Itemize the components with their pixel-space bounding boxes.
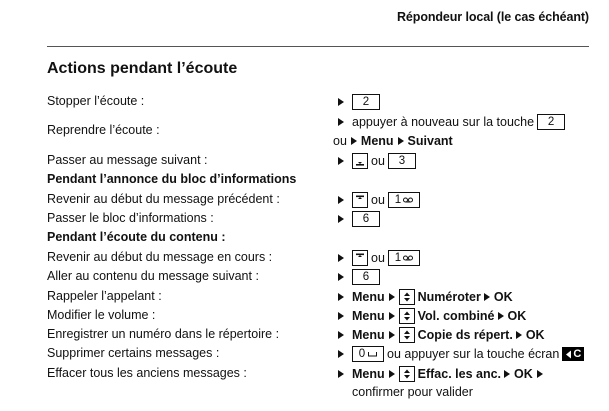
row-action — [338, 192, 420, 208]
nav-up-icon — [352, 250, 368, 266]
row-action — [338, 153, 416, 169]
menu-text: Menu — [352, 290, 385, 304]
row-action — [338, 346, 584, 362]
arrow-icon — [389, 370, 395, 378]
screen-key-label: C — [573, 348, 582, 360]
row-label: Passer le bloc d’informations : — [47, 211, 214, 225]
confirm-text: confirmer pour valider — [352, 385, 473, 399]
row-action — [338, 308, 526, 324]
arrow-icon — [338, 196, 344, 204]
voicemail-icon — [403, 196, 413, 204]
row-label: Enregistrer un numéro dans le répertoire : — [47, 327, 280, 341]
ok-text: OK — [525, 328, 545, 342]
or-text: ou — [371, 193, 385, 207]
arrow-icon — [389, 331, 395, 339]
page-title: Actions pendant l’écoute — [47, 60, 238, 77]
menu-text: Menu — [352, 367, 385, 381]
action-text: ou appuyer sur la touche écran — [387, 347, 560, 361]
nav-updown-icon — [399, 289, 415, 305]
or-text: ou — [371, 251, 385, 265]
section-header: Répondeur local (le cas échéant) — [397, 10, 589, 24]
menu-item: Vol. combiné — [417, 309, 495, 323]
key-6: 6 — [352, 211, 380, 227]
row-label: Aller au contenu du message suivant : — [47, 269, 259, 283]
subheading: Pendant l’écoute du contenu : — [47, 230, 226, 244]
menu-item: Numéroter — [417, 290, 481, 304]
ok-text: OK — [514, 367, 533, 381]
ok-text: OK — [507, 309, 527, 323]
row-action — [338, 211, 380, 227]
arrow-icon — [498, 312, 504, 320]
menu-text: Menu — [352, 309, 385, 323]
arrow-icon — [338, 254, 344, 262]
arrow-icon — [338, 118, 344, 126]
arrow-icon — [398, 137, 404, 145]
screen-key-delete — [562, 347, 584, 361]
arrow-icon — [484, 293, 490, 301]
nav-updown-icon — [399, 308, 415, 324]
key-1-label: 1 — [394, 194, 402, 206]
row-label: Effacer tous les anciens messages : — [47, 366, 247, 380]
arrow-icon — [504, 370, 510, 378]
row-label: Revenir au début du message en cours : — [47, 250, 273, 264]
or-text: ou — [333, 134, 347, 148]
row-action — [338, 289, 513, 305]
row-label: Stopper l’écoute : — [47, 94, 145, 108]
arrow-icon — [537, 370, 543, 378]
menu-text: Menu — [352, 328, 385, 342]
row-action — [338, 114, 565, 130]
row-action — [338, 250, 420, 266]
arrow-icon — [389, 293, 395, 301]
nav-down-icon — [352, 153, 368, 169]
row-action — [338, 327, 545, 343]
arrow-icon — [338, 331, 344, 339]
next-text: Suivant — [407, 134, 453, 148]
action-text: appuyer à nouveau sur la touche — [352, 115, 535, 129]
row-label: Revenir au début du message précédent : — [47, 192, 280, 206]
key-2: 2 — [352, 94, 380, 110]
arrow-icon — [389, 312, 395, 320]
key-2: 2 — [537, 114, 565, 130]
header-rule — [47, 46, 589, 47]
row-action-alt — [333, 134, 453, 148]
menu-item: Effac. les anc. — [417, 367, 502, 381]
key-0 — [352, 346, 384, 362]
row-label: Passer au message suivant : — [47, 153, 208, 167]
or-text: ou — [371, 154, 385, 168]
key-1 — [388, 192, 420, 208]
arrow-icon — [338, 370, 344, 378]
ok-text: OK — [493, 290, 513, 304]
arrow-icon — [338, 350, 344, 358]
row-label: Reprendre l’écoute : — [47, 123, 160, 137]
voicemail-icon — [403, 254, 413, 262]
arrow-icon — [338, 293, 344, 301]
arrow-icon — [351, 137, 357, 145]
arrow-icon — [338, 157, 344, 165]
key-6: 6 — [352, 269, 380, 285]
arrow-icon — [338, 273, 344, 281]
arrow-icon — [338, 312, 344, 320]
arrow-icon — [338, 215, 344, 223]
row-action — [338, 269, 380, 285]
space-icon — [368, 351, 377, 357]
key-3: 3 — [388, 153, 416, 169]
key-0-label: 0 — [358, 348, 366, 360]
row-label: Rappeler l’appelant : — [47, 289, 162, 303]
key-1 — [388, 250, 420, 266]
row-label: Modifier le volume : — [47, 308, 156, 322]
row-action — [338, 366, 547, 382]
menu-text: Menu — [360, 134, 394, 148]
menu-item: Copie ds répert. — [417, 328, 513, 342]
arrow-icon — [516, 331, 522, 339]
nav-updown-icon — [399, 327, 415, 343]
nav-updown-icon — [399, 366, 415, 382]
arrow-icon — [338, 98, 344, 106]
key-1-label: 1 — [394, 252, 402, 264]
row-label: Supprimer certains messages : — [47, 346, 220, 360]
subheading: Pendant l’annonce du bloc d’informations — [47, 172, 297, 186]
row-action — [338, 94, 380, 110]
back-arrow-icon — [565, 350, 572, 359]
nav-up-icon — [352, 192, 368, 208]
